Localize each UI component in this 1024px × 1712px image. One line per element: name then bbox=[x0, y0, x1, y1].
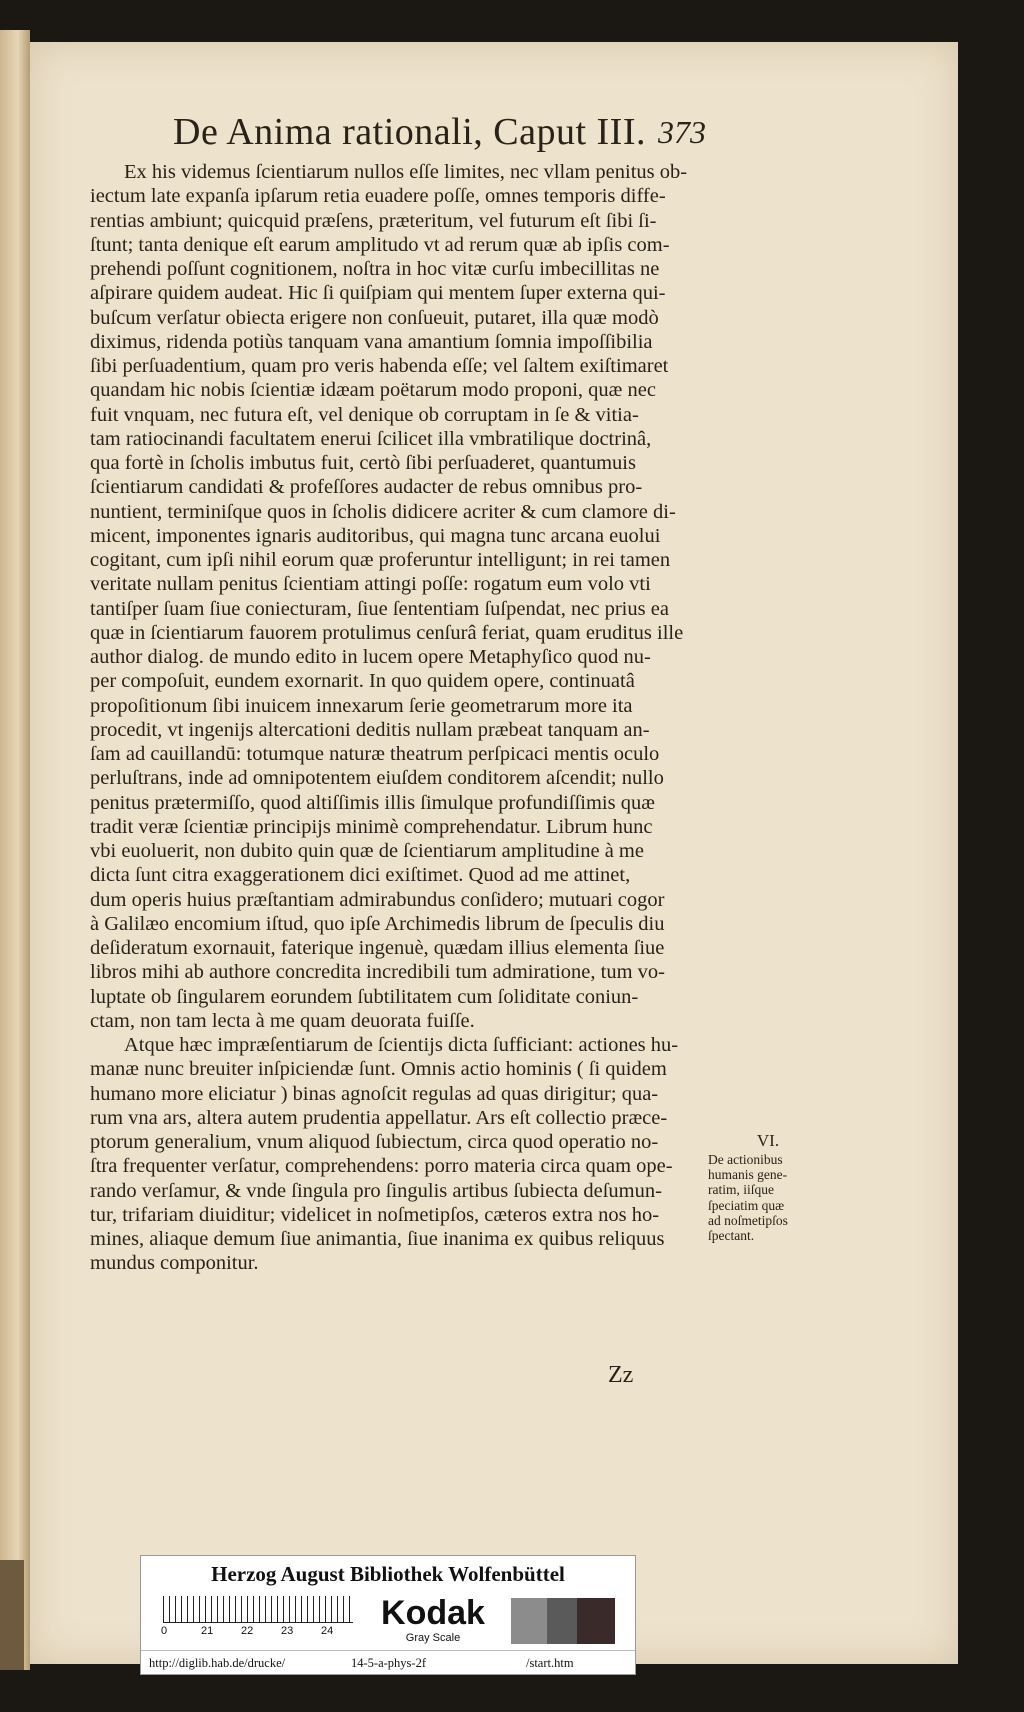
kodak-logo: Kodak bbox=[381, 1594, 485, 1632]
text-line: mundus componitur. bbox=[90, 1252, 259, 1275]
gray-patch bbox=[547, 1598, 577, 1644]
text-line: micent, imponentes ignaris auditoribus, qui magna tunc arcana euolui bbox=[90, 524, 661, 547]
text-line: veritate nullam penitus ſcientiam attingi poſſe: rogatum eum volo vti bbox=[90, 573, 651, 596]
margin-note-line: ſpectant. bbox=[708, 1228, 755, 1244]
text-line: ſtra frequenter verſatur, comprehendens: porro materia circa quam ope- bbox=[90, 1155, 673, 1178]
text-line: tam ratiocinandi facultatem enerui ſcilicet illa vmbratilique doctrinâ, bbox=[90, 427, 652, 450]
text-line: iectum late expanſa ipſarum retia euadere poſſe, omnes temporis diffe- bbox=[90, 185, 666, 208]
text-line: Ex his videmus ſcientiarum nullos eſſe limites, nec vllam penitus ob- bbox=[124, 161, 688, 183]
body-text bbox=[90, 160, 730, 1276]
text-line: fuit vnquam, nec futura eſt, vel denique ob corruptam in ſe & vitia- bbox=[90, 403, 639, 426]
text-line: ſtunt; tanta denique eſt earum amplitudo vt ad rerum quæ ab ipſis com- bbox=[90, 233, 670, 256]
library-name: Herzog August Bibliothek Wolfenbüttel bbox=[211, 1562, 565, 1586]
running-head bbox=[30, 110, 958, 160]
page-number: 373 bbox=[658, 114, 706, 150]
text-line: ſam ad cauillandū: totumque naturæ theatrum perſpicaci mentis oculo bbox=[90, 743, 660, 765]
text-line: dicta ſunt citra exaggerationem dici exiſtimet. Quod ad me attinet, bbox=[90, 864, 631, 887]
text-line: tur, trifariam diuiditur; videlicet in noſmetipſos, cæteros extra nos ho- bbox=[90, 1203, 660, 1226]
text-line: procedit, vt ingenijs altercationi deditis nullam præbeat tanquam an- bbox=[90, 718, 650, 741]
ruler-number: 0 bbox=[161, 1625, 168, 1637]
text-line: buſcum verſatur obiecta erigere non conſueuit, putaret, illa quæ modò bbox=[90, 306, 659, 329]
text-line: propoſitionum ſibi inuicem innexarum ſerie geometrarum more ita bbox=[90, 694, 633, 717]
text-line: dum operis huius præſtantiam admirabundus conſidero; mutuari cogor bbox=[90, 888, 665, 911]
margin-note-line: humanis gene- bbox=[708, 1167, 788, 1183]
text-line: Atque hæc impræſentiarum de ſcientijs dicta ſufficiant: actiones hu- bbox=[124, 1034, 679, 1056]
book-page bbox=[30, 42, 958, 1664]
margin-note-line: ratim, iiſque bbox=[708, 1182, 774, 1198]
text-line: penitus prætermiſſo, quod altiſſimis illis ſimulque profundiſſimis quæ bbox=[90, 791, 655, 814]
ruler-number: 22 bbox=[241, 1625, 254, 1637]
text-line: à Galilæo encomium iſtud, quo ipſe Archimedis librum de ſpeculis diu bbox=[90, 912, 665, 935]
gray-patch bbox=[577, 1598, 615, 1644]
text-line: perluſtrans, inde ad omnipotentem eiuſdem conditorem aſcendit; nullo bbox=[90, 767, 664, 790]
text-line: rando verſamur, & vnde ſingula pro ſingulis artibus ſubiecta deſumun- bbox=[90, 1179, 662, 1202]
library-card bbox=[140, 1555, 636, 1675]
text-line: quandam hic nobis ſcientiæ idæam poëtarum modo proponi, quæ nec bbox=[90, 379, 656, 402]
ruler-number: 24 bbox=[321, 1625, 334, 1637]
text-line: cogitant, cum ipſi nihil eorum quæ proferuntur intelligunt; in rei tamen bbox=[90, 549, 671, 571]
text-line: vbi euoluerit, non dubito quin quæ de ſcientiarum amplitudine à me bbox=[90, 840, 644, 862]
previous-page-edge bbox=[0, 30, 30, 1670]
text-line: libros mihi ab authore concredita incredibili tum admiratione, tum vo- bbox=[90, 961, 665, 984]
margin-note bbox=[708, 1130, 828, 1243]
text-line: tradit veræ ſcientiæ principijs minimè comprehendatur. Librum hunc bbox=[90, 815, 653, 838]
ruler-scale bbox=[163, 1596, 353, 1623]
gray-patch bbox=[511, 1598, 547, 1644]
signature-mark: Zz bbox=[608, 1362, 634, 1388]
text-line: per compoſuit, eundem exornarit. In quo quidem opere, continuatâ bbox=[90, 670, 635, 693]
text-line: humano more eliciatur ) binas agnoſcit regulas ad quas dirigitur; qua- bbox=[90, 1082, 659, 1105]
text-line: nuntient, terminiſque quos in ſcholis didicere acriter & cum clamore di- bbox=[90, 500, 676, 523]
gray-scale-label: Gray Scale bbox=[405, 1632, 461, 1644]
text-line: author dialog. de mundo edito in lucem opere Metaphyſico quod nu- bbox=[90, 646, 651, 668]
text-line: rentias ambiunt; quicquid præſens, præteritum, vel futurum eſt ſibi ſi- bbox=[90, 209, 657, 232]
text-line: rum vna ars, altera autem prudentia appellatur. Ars eſt collectio præce- bbox=[90, 1106, 668, 1129]
ruler-number: 21 bbox=[201, 1625, 214, 1637]
text-line: quæ in ſcientiarum fauorem protulimus cenſurâ feriat, quam eruditus ille bbox=[90, 621, 684, 644]
ruler-number: 23 bbox=[281, 1625, 294, 1637]
book-spine-label bbox=[0, 1560, 24, 1670]
text-line: ſcientiarum candidati & profeſſores audacter de rebus omnibus pro- bbox=[90, 476, 643, 499]
text-line: mines, aliaque demum ſiue animantia, ſiue inanima ex quibus reliquus bbox=[90, 1228, 665, 1250]
section-number: VI. bbox=[756, 1131, 780, 1150]
text-line: diximus, ridenda potiùs tanquam vana amantium ſomnia impoſſibilia bbox=[90, 330, 653, 353]
text-line: qua fortè in ſcholis imbutus fuit, certò ſibi perſuaderet, quantumuis bbox=[90, 452, 636, 474]
text-line: manæ nunc breuiter inſpiciendæ ſunt. Omnis actio hominis ( ſi quidem bbox=[90, 1058, 667, 1081]
text-line: deſideratum exornauit, faterique ingenuè, quædam illius elementa ſiue bbox=[90, 937, 665, 959]
shelfmark: 14-5-a-phys-2f bbox=[351, 1656, 426, 1670]
margin-note-line: ſpeciatim quæ bbox=[708, 1197, 785, 1213]
text-line: tantiſper ſuam ſiue coniecturam, ſiue ſententiam ſuſpendat, nec prius ea bbox=[90, 597, 669, 620]
digital-library-url[interactable]: http://diglib.hab.de/drucke/ bbox=[149, 1656, 286, 1670]
ruler-numbers bbox=[161, 1625, 361, 1639]
text-line: aſpirare quidem audeat. Hic ſi quiſpiam qui mentem ſuper externa qui- bbox=[90, 282, 666, 305]
text-line: luptate ob ſingularem eorundem ſubtilitatem cum ſoliditate coniun- bbox=[90, 985, 639, 1008]
start-link[interactable]: /start.htm bbox=[526, 1656, 574, 1670]
margin-note-line: De actionibus bbox=[708, 1152, 783, 1167]
text-line: ſibi perſuadentium, quam pro veris habenda eſſe; vel ſaltem exiſtimaret bbox=[90, 355, 669, 377]
text-line: prehendi poſſunt cognitionem, noſtra in hoc vitæ curſu imbecillitas ne bbox=[90, 258, 660, 280]
card-footer bbox=[141, 1650, 635, 1673]
text-line: ptorum generalium, vnum aliquod ſubiectum, circa quod operatio no- bbox=[90, 1131, 659, 1153]
margin-note-line: ad noſmetipſos bbox=[708, 1212, 788, 1228]
text-line: ctam, non tam lecta à me quam deuorata fuiſſe. bbox=[90, 1009, 475, 1032]
running-title: De Anima rationali, Caput III. bbox=[173, 111, 646, 153]
